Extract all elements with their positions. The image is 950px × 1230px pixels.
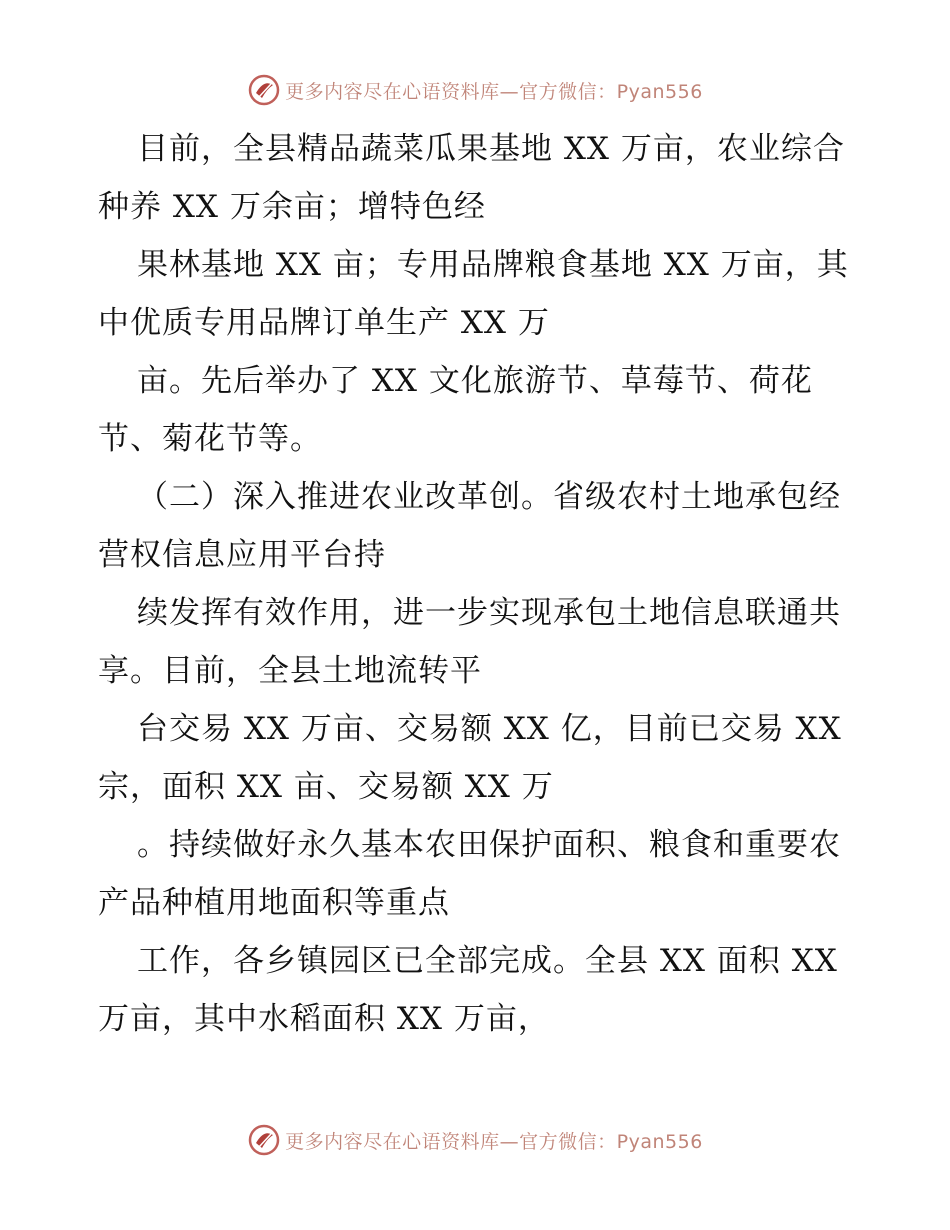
watermark-text: 更多内容尽在心语资料库—官方微信：Pyan556 (285, 80, 703, 103)
watermark-text: 更多内容尽在心语资料库—官方微信：Pyan556 (285, 1130, 703, 1153)
header-watermark (0, 70, 950, 110)
seal-logo-icon (247, 73, 281, 107)
paragraph: 亩。先后举办了 XX 文化旅游节、草莓节、荷花节、菊花节等。 (98, 363, 813, 457)
paragraph: 。持续做好永久基本农田保护面积、粮食和重要农产品种植用地面积等重点 (98, 827, 841, 921)
paragraph: 续发挥有效作用，进一步实现承包土地信息联通共享。目前，全县土地流转平 (98, 595, 841, 689)
seal-logo-icon (247, 1123, 281, 1157)
paragraph: 目前，全县精品蔬菜瓜果基地 XX 万亩，农业综合种养 XX 万余亩；增特色经 (98, 131, 845, 225)
document-body (98, 120, 858, 1048)
paragraph: 工作，各乡镇园区已全部完成。全县 XX 面积 XX 万亩，其中水稻面积 XX 万亩， (98, 943, 838, 1037)
paragraph: 果林基地 XX 亩；专用品牌粮食基地 XX 万亩，其中优质专用品牌订单生产 XX 万 (98, 247, 849, 341)
footer-watermark (0, 1120, 950, 1160)
paragraph: 台交易 XX 万亩、交易额 XX 亿，目前已交易 XX 宗，面积 XX 亩、交易额 XX 万 (98, 711, 842, 805)
paragraph: （二）深入推进农业改革创。省级农村土地承包经营权信息应用平台持 (98, 479, 841, 573)
